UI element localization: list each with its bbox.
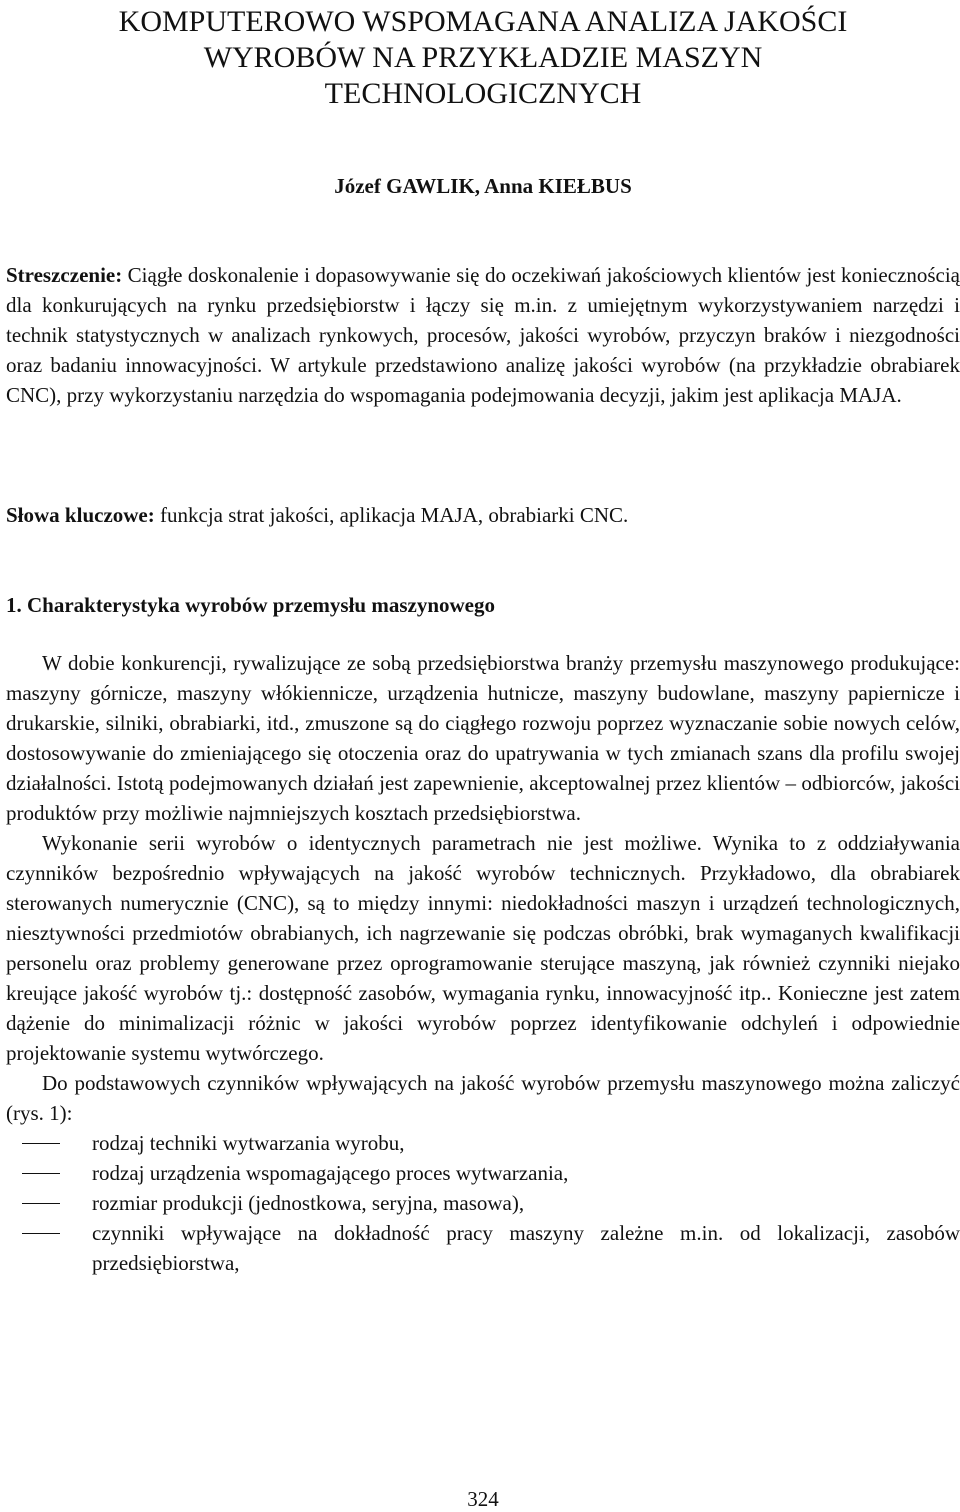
list-item-text: rodzaj urządzenia wspomagającego proces wytwarzania, [92,1161,569,1185]
list-item [6,1158,960,1188]
dash-bullet-icon [22,1143,60,1144]
authors: Józef GAWLIK, Anna KIEŁBUS [334,174,632,198]
section-heading: 1. Charakterystyka wyrobów przemysłu maszynowego [6,593,495,617]
document-page [6,0,960,1512]
dash-bullet-icon [22,1233,60,1234]
dash-bullet-icon [22,1173,60,1174]
keywords [6,500,960,530]
abstract-label: Streszczenie: [6,263,123,287]
section-body [6,648,960,1278]
page-number: 324 [467,1487,499,1511]
title-line-2: WYROBÓW NA PRZYKŁADZIE MASZYN [203,41,763,74]
abstract-text: Ciągłe doskonalenie i dopasowywanie się do oczekiwań jakościowych klientów jest koniecznością dla konkurujących na rynku przedsiębiorstw i łączy się m.in. z umiejętnym wykorzystywaniem narzędzi i technik statystycznych w analizach rynkowych, procesów, jakości wyrobów, przyczyn braków i niezgodności oraz badaniu innowacyjności. W artykule przedstawiono analizę jakości wyrobów (na przykładzie obrabiarek CNC), przy wykorzystaniu narzędzia do wspomagania podejmowania decyzji, jakim jest aplikacja MAJA. [6,263,960,407]
title-line-3: TECHNOLOGICZNYCH [324,77,642,110]
list-item-text: rodzaj techniki wytwarzania wyrobu, [92,1131,405,1155]
list-item-text: czynniki wpływające na dokładność pracy maszyny zależne m.in. od lokalizacji, zasobów przedsiębiorstwa, [92,1221,960,1275]
paper-title [6,4,960,112]
paragraph-2: Wykonanie serii wyrobów o identycznych parametrach nie jest możliwe. Wynika to z oddziaływania czynników bezpośrednio wpływających na jakość wyrobów technicznych. Przykładowo, dla obrabiarek sterowanych numerycznie (CNC), są to między innymi: niedokładności maszyn i urządzeń technologicznych, niesztywności przedmiotów obrabianych, ich nagrzewanie się podczas obróbki, brak wymaganych kwalifikacji personelu oraz problemy generowane przez oprogramowanie sterujące maszyną, jak również czynniki niejako kreujące jakość wyrobów tj.: dostępność zasobów, wymagania rynku, innowacyjność itp.. Konieczne jest zatem dążenie do minimalizacji różnic w jakości wyrobów poprzez identyfikowanie odchyleń i odpowiednie projektowanie systemu wytwórczego. [6,831,960,1065]
list-item [6,1128,960,1158]
list-item-text: rozmiar produkcji (jednostkowa, seryjna, masowa), [92,1191,525,1215]
dash-bullet-icon [22,1203,60,1204]
keywords-text: funkcja strat jakości, aplikacja MAJA, obrabiarki CNC. [154,503,629,527]
title-line-1: KOMPUTEROWO WSPOMAGANA ANALIZA JAKOŚCI [118,5,848,38]
keywords-label: Słowa kluczowe: [6,503,155,527]
paragraph-1: W dobie konkurencji, rywalizujące ze sobą przedsiębiorstwa branży przemysłu maszynowego produkujące: maszyny górnicze, maszyny włókiennicze, urządzenia hutnicze, maszyny budowlane, maszyny papiernicze i drukarskie, silniki, obrabiarki, itd., zmuszone są do ciągłego rozwoju poprzez wyznaczanie sobie nowych celów, dostosowywanie do zmieniającego się otoczenia oraz do upatrywania w tych zmianach szans dla profilu swojej działalności. Istotą podejmowanych działań jest zapewnienie, akceptowalnej przez klientów – odbiorców, jakości produktów przy możliwie najmniejszych kosztach przedsiębiorstwa. [6,651,960,825]
abstract [6,260,960,410]
paragraph-3: Do podstawowych czynników wpływających na jakość wyrobów przemysłu maszynowego można zaliczyć (rys. 1): [6,1071,960,1125]
list-item [6,1218,960,1278]
factor-list [6,1128,960,1278]
list-item [6,1188,960,1218]
